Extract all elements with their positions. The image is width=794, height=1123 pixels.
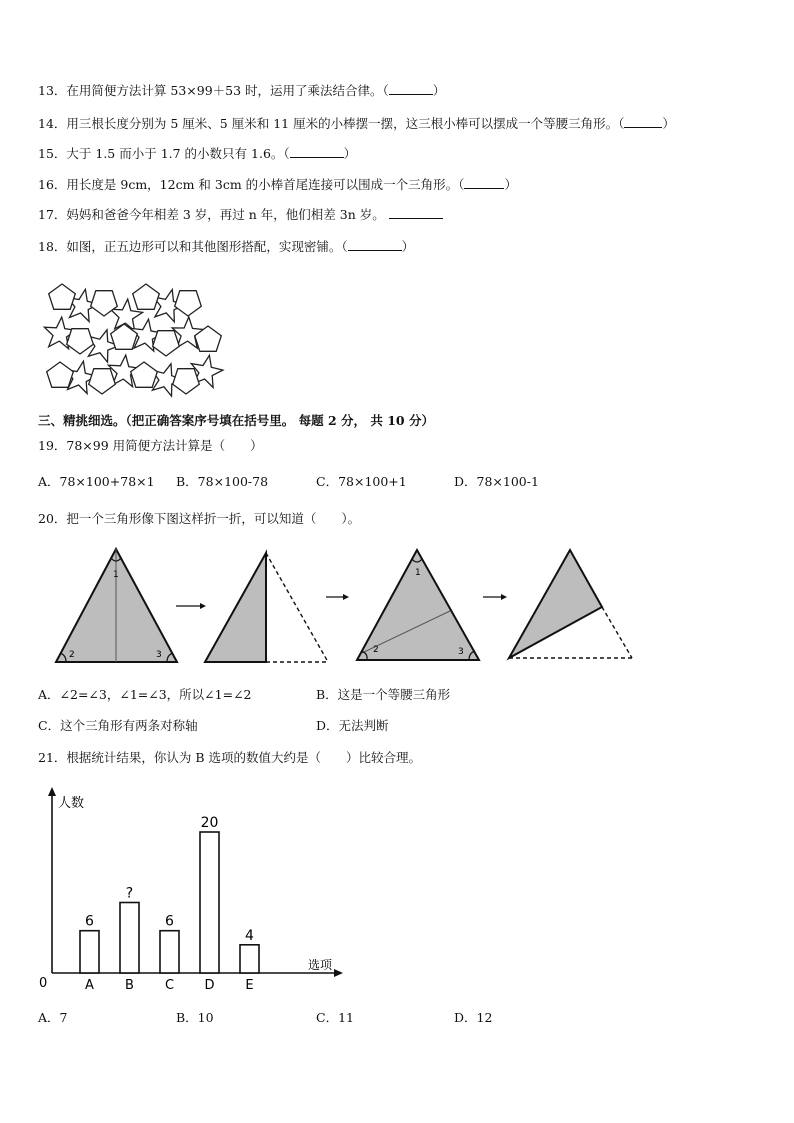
q19-option-d[interactable]: D．78×100-1: [454, 474, 539, 489]
bar-D: [200, 832, 219, 973]
question-16: 16．用长度是 9cm，12cm 和 3cm 的小棒首尾连接可以围成一个三角形。（ ）: [38, 177, 517, 192]
bar-E: [240, 945, 259, 973]
triangle-2: [205, 553, 328, 662]
answer-blank[interactable]: [624, 116, 662, 128]
q20-option-b[interactable]: B．这是一个等腰三角形: [316, 687, 451, 702]
bar-C: [160, 931, 179, 973]
angle-3-label: 3: [156, 650, 162, 660]
angle-1-label: 1: [415, 568, 421, 578]
answer-blank[interactable]: [348, 239, 402, 251]
angle-3-label: 3: [458, 647, 464, 657]
arrow-icon: [483, 594, 507, 600]
question-18: 18．如图，正五边形可以和其他图形搭配，实现密铺。（ ）: [38, 239, 415, 254]
arrow-icon: [176, 603, 206, 609]
answer-blank[interactable]: [389, 207, 443, 219]
q19-option-a[interactable]: A．78×100+78×1: [38, 474, 155, 489]
question-17-text: 17．妈妈和爸爸今年相差 3 岁，再过 n 年，他们相差 3n 岁。: [38, 207, 385, 222]
y-axis-label: 人数: [58, 796, 85, 811]
bar-value-label: 4: [245, 927, 254, 944]
q21-option-b[interactable]: B．10: [176, 1010, 214, 1025]
q19-option-b[interactable]: B．78×100-78: [176, 474, 269, 489]
answer-blank[interactable]: [464, 177, 504, 189]
bar-A: [80, 931, 99, 973]
question-15-text: 15．大于 1.5 而小于 1.7 的小数只有 1.6。（: [38, 146, 290, 161]
category-label: D: [204, 978, 215, 993]
q21-option-c[interactable]: C．11: [316, 1010, 354, 1025]
question-13: 13．在用简便方法计算 53×99＋53 时，运用了乘法结合律。（ ）: [38, 83, 446, 98]
q20-option-d[interactable]: D．无法判断: [316, 718, 389, 733]
bar-value-label: 6: [85, 913, 94, 930]
q20-option-a[interactable]: A．∠2=∠3，∠1=∠3，所以∠1=∠2: [38, 687, 252, 702]
triangle-1: [56, 549, 177, 662]
question-13-text: 13．在用简便方法计算 53×99＋53 时，运用了乘法结合律。（: [38, 83, 389, 98]
question-15: 15．大于 1.5 而小于 1.7 的小数只有 1.6。（ ）: [38, 146, 357, 161]
question-19: 19．78×99 用简便方法计算是（ ）: [38, 438, 263, 453]
bar-B: [120, 903, 139, 974]
section-3-title: 三、精挑细选。（把正确答案序号填在括号里。 每题 2 分， 共 10 分）: [38, 413, 434, 428]
angle-2-label: 2: [373, 645, 379, 655]
question-20: 20．把一个三角形像下图这样折一折，可以知道（ ）。: [38, 511, 361, 526]
answer-blank[interactable]: [290, 146, 344, 158]
angle-2-label: 2: [69, 650, 75, 660]
triangle-3: [357, 550, 479, 660]
answer-blank[interactable]: [389, 83, 433, 95]
question-18-text: 18．如图，正五边形可以和其他图形搭配，实现密铺。（: [38, 239, 348, 254]
y-axis: [48, 787, 56, 973]
category-label: E: [245, 978, 254, 993]
bar-value-label: 6: [165, 913, 174, 930]
triangle-4: [509, 550, 632, 658]
question-14-text: 14．用三根长度分别为 5 厘米、5 厘米和 11 厘米的小棒摆一摆，这三根小棒可以摆成一个等腰三角形。（: [38, 116, 625, 131]
pentagon-tessellation-figure: [42, 276, 214, 396]
q21-option-a[interactable]: A．7: [38, 1010, 68, 1025]
origin-label: 0: [39, 976, 48, 991]
bar-value-label: ?: [125, 885, 134, 902]
q20-option-c[interactable]: C．这个三角形有两条对称轴: [38, 718, 198, 733]
question-14: 14．用三根长度分别为 5 厘米、5 厘米和 11 厘米的小棒摆一摆，这三根小棒可以摆成一个等腰三角形。（ ）: [38, 116, 675, 131]
question-21: 21．根据统计结果，你认为 B 选项的数值大约是（ ）比较合理。: [38, 750, 422, 765]
q21-option-d[interactable]: D．12: [454, 1010, 493, 1025]
question-16-text: 16．用长度是 9cm，12cm 和 3cm 的小棒首尾连接可以围成一个三角形。（: [38, 177, 465, 192]
question-17: [38, 207, 443, 223]
bar-value-label: 20: [200, 815, 219, 831]
arrow-icon: [326, 594, 349, 600]
triangle-folding-figure: [40, 545, 640, 675]
category-label: B: [125, 978, 134, 993]
q19-option-c[interactable]: C．78×100+1: [316, 474, 407, 489]
x-axis-label: 选项: [308, 958, 333, 972]
category-label: C: [164, 978, 175, 993]
category-label: A: [85, 978, 94, 993]
bar-chart: [36, 785, 346, 995]
angle-1-label: 1: [113, 570, 119, 580]
